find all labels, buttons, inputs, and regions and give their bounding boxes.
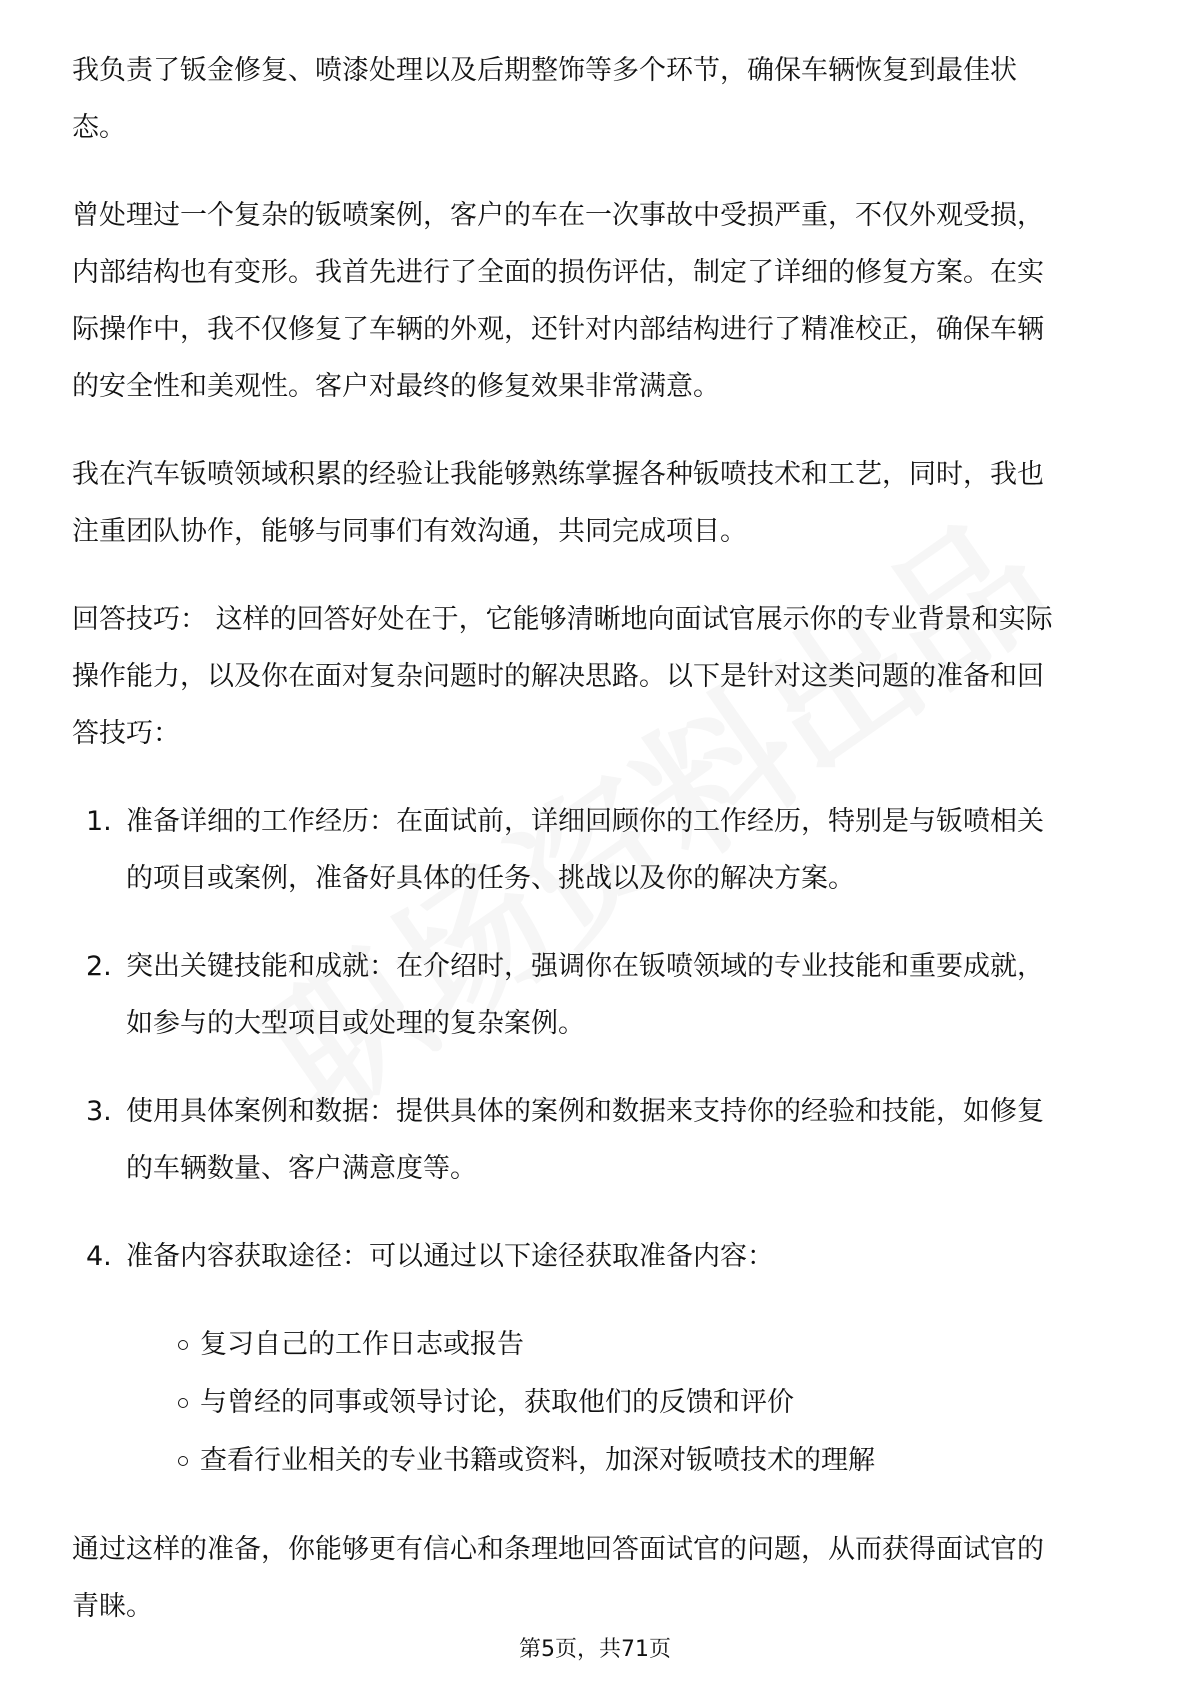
text-line: 操作能力，以及你在面对复杂问题时的解决思路。以下是针对这类问题的准备和回 bbox=[72, 661, 1044, 692]
text-line: 突出关键技能和成就：在介绍时，强调你在钣喷领域的专业技能和重要成就， bbox=[126, 951, 1044, 982]
text-line: 通过这样的准备，你能够更有信心和条理地回答面试官的问题，从而获得面试官的 bbox=[72, 1534, 1044, 1565]
paragraph bbox=[72, 187, 1152, 415]
text-line: 答技巧： bbox=[72, 718, 180, 749]
text-line: 曾处理过一个复杂的钣喷案例，客户的车在一次事故中受损严重，不仅外观受损， bbox=[72, 200, 1044, 231]
bullet-item bbox=[178, 1316, 1152, 1374]
circle-bullet-icon bbox=[178, 1398, 188, 1408]
text-line: 使用具体案例和数据：提供具体的案例和数据来支持你的经验和技能，如修复 bbox=[126, 1096, 1044, 1127]
sub-bullet-list bbox=[72, 1316, 1152, 1490]
text-line: 如参与的大型项目或处理的复杂案例。 bbox=[126, 1008, 585, 1039]
bullet-item bbox=[178, 1432, 1152, 1490]
text-line: 的项目或案例，准备好具体的任务、挑战以及你的解决方案。 bbox=[126, 863, 855, 894]
text-line: 的安全性和美观性。客户对最终的修复效果非常满意。 bbox=[72, 371, 720, 402]
text-line: 青睐。 bbox=[72, 1591, 153, 1622]
circle-bullet-icon bbox=[178, 1456, 188, 1466]
bullet-text: 复习自己的工作日志或报告 bbox=[200, 1329, 524, 1360]
paragraph bbox=[72, 446, 1152, 560]
bullet-text: 与曾经的同事或领导讨论，获取他们的反馈和评价 bbox=[200, 1387, 794, 1418]
text-line: 注重团队协作，能够与同事们有效沟通，共同完成项目。 bbox=[72, 516, 747, 547]
text-line: 内部结构也有变形。我首先进行了全面的损伤评估，制定了详细的修复方案。在实 bbox=[72, 257, 1044, 288]
list-number: 1. bbox=[86, 806, 112, 837]
text-line: 准备内容获取途径：可以通过以下途径获取准备内容： bbox=[126, 1241, 774, 1272]
paragraph bbox=[72, 42, 1152, 156]
text-line: 态。 bbox=[72, 112, 126, 143]
list-number: 3. bbox=[86, 1096, 112, 1127]
text-line: 回答技巧： 这样的回答好处在于，它能够清晰地向面试官展示你的专业背景和实际 bbox=[72, 604, 1053, 635]
list-item bbox=[72, 938, 1152, 1052]
list-item bbox=[72, 1083, 1152, 1197]
bullet-item bbox=[178, 1374, 1152, 1432]
circle-bullet-icon bbox=[178, 1340, 188, 1350]
document-body bbox=[72, 42, 1152, 1666]
text-line: 我在汽车钣喷领域积累的经验让我能够熟练掌握各种钣喷技术和工艺，同时，我也 bbox=[72, 459, 1044, 490]
text-line: 际操作中，我不仅修复了车辆的外观，还针对内部结构进行了精准校正，确保车辆 bbox=[72, 314, 1044, 345]
list-number: 4. bbox=[86, 1241, 112, 1272]
text-line: 的车辆数量、客户满意度等。 bbox=[126, 1153, 477, 1184]
list-item bbox=[72, 793, 1152, 907]
text-line: 我负责了钣金修复、喷漆处理以及后期整饰等多个环节，确保车辆恢复到最佳状 bbox=[72, 55, 1017, 86]
paragraph bbox=[72, 591, 1152, 762]
text-line: 准备详细的工作经历：在面试前，详细回顾你的工作经历，特别是与钣喷相关 bbox=[126, 806, 1044, 837]
list-item bbox=[72, 1228, 1152, 1285]
list-number: 2. bbox=[86, 951, 112, 982]
page-number: 第5页，共71页 bbox=[519, 1637, 671, 1662]
bullet-text: 查看行业相关的专业书籍或资料，加深对钣喷技术的理解 bbox=[200, 1445, 875, 1476]
closing-paragraph bbox=[72, 1521, 1152, 1635]
